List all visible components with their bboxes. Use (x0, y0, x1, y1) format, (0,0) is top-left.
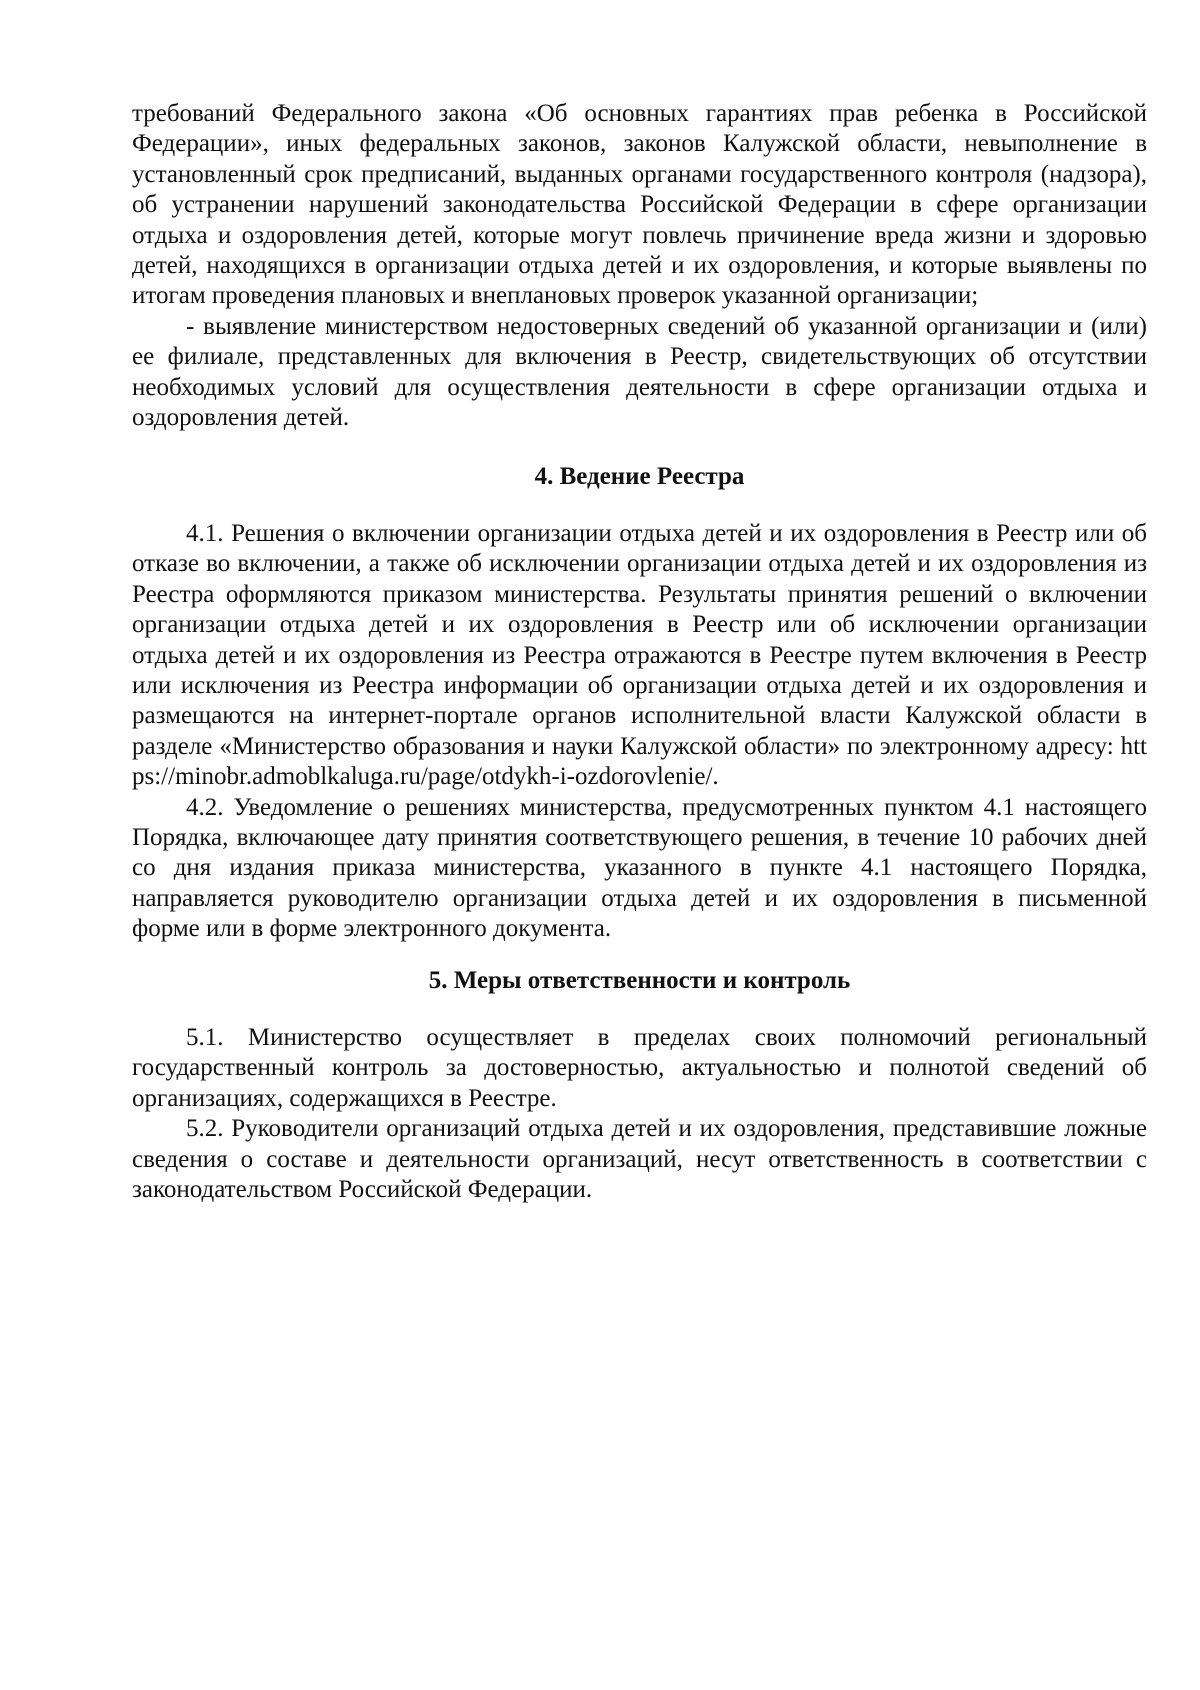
intro-continuation-paragraph: требований Федерального закона «Об основных гарантиях прав ребенка в Российской Федерации», иных федеральных законов, законов Калужской области, невыполнение в установленный срок предписаний, выданных органами государственного контроля (надзора), об устранении нарушений законодательства Российской Федерации в сфере организации отдыха и оздоровления детей, которые могут повлечь причинение вреда жизни и здоровью детей, находящихся в организации отдыха детей и их оздоровления, и которые выявлены по итогам проведения плановых и внеплановых проверок указанной организации; (132, 100, 1147, 310)
intro-block (132, 99, 1147, 433)
section-4-heading: 4. Ведение Реестра (534, 463, 745, 490)
registry-url-link[interactable]: https://minobr.admoblkaluga.ru/page/otdykh-i-ozdorovlenie/. (132, 732, 1147, 791)
paragraph-4-1-text: 4.1. Решения о включении организации отдыха детей и их оздоровления в Реестр или об отказе во включении, а также об исключении организации отдыха детей и их оздоровления из Реестра оформляются приказом министерства. Результаты принятия решений о включении организации отдыха детей и их оздоровления в Реестр или об исключении организации отдыха детей и их оздоровления из Реестра отражаются в Реестре путем включения в Реестр или исключения из Реестра информации об организации отдыха детей и их оздоровления и размещаются на интернет-портале органов исполнительной власти Калужской области в разделе «Министерство образования и науки Калужской области» по электронному адресу: (132, 520, 1147, 760)
paragraph-4-1 (132, 519, 1147, 793)
section-5-heading: 5. Меры ответственности и контроль (428, 967, 851, 994)
paragraph-5-2: 5.2. Руководители организаций отдыха детей и их оздоровления, представившие ложные сведения о составе и деятельности организаций, несут ответственность в соответствии с законодательством Российской Федерации. (132, 1115, 1147, 1204)
intro-bullet-paragraph: - выявление министерством недостоверных сведений об указанной организации и (или) ее филиале, представленных для включения в Реестр, свидетельствующих об отсутствии необходимых условий для осуществления деятельности в сфере организации отдыха и оздоровления детей. (132, 312, 1147, 432)
section-4-body (132, 519, 1147, 945)
section-5-body (132, 1023, 1147, 1205)
paragraph-5-1: 5.1. Министерство осуществляет в пределах своих полномочий региональный государственный контроль за достоверностью, актуальностью и полнотой сведений об организациях, содержащихся в Реестре. (132, 1024, 1147, 1112)
paragraph-4-2: 4.2. Уведомление о решениях министерства, предусмотренных пунктом 4.1 настоящего Порядка, включающее дату принятия соответствующего решения, в течение 10 рабочих дней со дня издания приказа министерства, указанного в пункте 4.1 настоящего Порядка, направляется руководителю организации отдыха детей и их оздоровления в письменной форме или в форме электронного документа. (132, 793, 1147, 943)
section-4 (132, 462, 1147, 492)
section-5 (132, 966, 1147, 996)
